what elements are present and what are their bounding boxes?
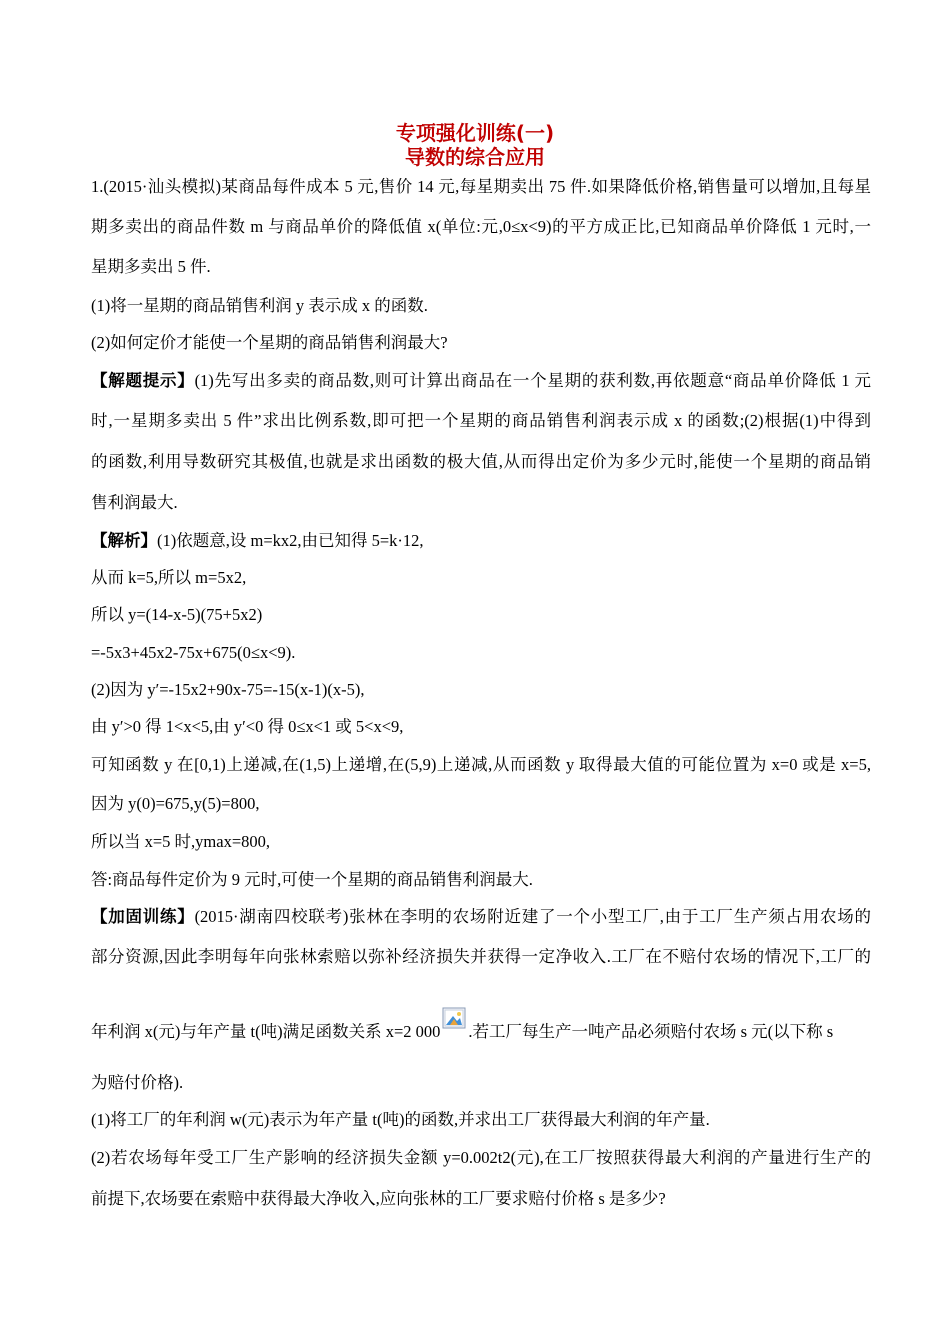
problem-text: 星期多卖出 5 件. (91, 257, 211, 276)
solution-text: 由 y′>0 得 1<x<5,由 y′<0 得 0≤x<1 或 5<x<9, (91, 717, 404, 736)
extra-text (91, 1015, 871, 1043)
hint-label: 【解题提示】 (91, 371, 195, 390)
extra-text: 部分资源,因此李明每年向张林索赔以弥补经济损失并获得一定净收入.工厂在不赔付农场的情况下,工厂的 (91, 947, 871, 966)
hint-text (91, 370, 871, 392)
solution-text: 所以 y=(14-x-5)(75+5x2) (91, 605, 263, 624)
extra-label: 【加固训练】 (91, 907, 195, 926)
solution-text: 因为 y(0)=675,y(5)=800, (91, 794, 260, 813)
extra-question-1: (1)将工厂的年利润 w(元)表示为年产量 t(吨)的函数,并求出工厂获得最大利润的年产量. (91, 1110, 710, 1129)
extra-text-part: .若工厂每生产一吨产品必须赔付农场 s 元(以下称 s (468, 1022, 834, 1041)
extra-question-2: 前提下,农场要在索赔中获得最大净收入,应向张林的工厂要求赔付价格 s 是多少? (91, 1189, 666, 1208)
solution-text: 可知函数 y 在[0,1)上递减,在(1,5)上递增,在(5,9)上递减,从而函数 y 取得最大值的可能位置为 x=0 或是 x=5, (91, 755, 871, 774)
solution-answer: 答:商品每件定价为 9 元时,可使一个星期的商品销售利润最大. (91, 870, 533, 889)
solution-text: =-5x3+45x2-75x+675(0≤x<9). (91, 643, 296, 662)
solution-text (91, 530, 871, 552)
solution-label: 【解析】 (91, 531, 157, 550)
page-subtitle: 导数的综合应用 (405, 145, 545, 169)
page-title: 专项强化训练(一) (395, 121, 555, 145)
problem-text: 1.(2015·汕头模拟)某商品每件成本 5 元,售价 14 元,每星期卖出 75 件.如果降低价格,销售量可以增加,且每星 (91, 177, 871, 196)
extra-text (91, 906, 871, 928)
hint-text-part: (1)先写出多卖的商品数,则可计算出商品在一个星期的获利数,再依题意“商品单价降低 1 元 (194, 371, 871, 390)
hint-text: 的函数,利用导数研究其极值,也就是求出函数的极大值,从而得出定价为多少元时,能使一个星期的商品销 (91, 452, 871, 471)
solution-text: 所以当 x=5 时,ymax=800, (91, 832, 271, 851)
extra-text-part: 年利润 x(元)与年产量 t(吨)满足函数关系 x=2 000 (91, 1022, 441, 1041)
solution-text: (2)因为 y′=-15x2+90x-75=-15(x-1)(x-5), (91, 680, 365, 699)
hint-text: 时,一星期多卖出 5 件”求出比例系数,即可把一个星期的商品销售利润表示成 x 的函数;(2)根据(1)中得到 (91, 411, 871, 430)
extra-question-2: (2)若农场每年受工厂生产影响的经济损失金额 y=0.002t2(元),在工厂按照获得最大利润的产量进行生产的 (91, 1148, 871, 1167)
broken-image-icon (442, 1015, 468, 1039)
extra-text-part: (2015·湖南四校联考)张林在李明的农场附近建了一个小型工厂,由于工厂生产须占用农场的 (194, 907, 872, 926)
problem-text: 期多卖出的商品件数 m 与商品单价的降低值 x(单位:元,0≤x<9)的平方成正比,已知商品单价降低 1 元时,一 (91, 217, 871, 236)
solution-text-part: (1)依题意,设 m=kx2,由已知得 5=k·12, (157, 531, 424, 550)
question-1: (1)将一星期的商品销售利润 y 表示成 x 的函数. (91, 296, 428, 315)
solution-text: 从而 k=5,所以 m=5x2, (91, 568, 247, 587)
question-2: (2)如何定价才能使一个星期的商品销售利润最大? (91, 333, 448, 352)
hint-text: 售利润最大. (91, 493, 178, 512)
extra-text: 为赔付价格). (91, 1073, 184, 1092)
